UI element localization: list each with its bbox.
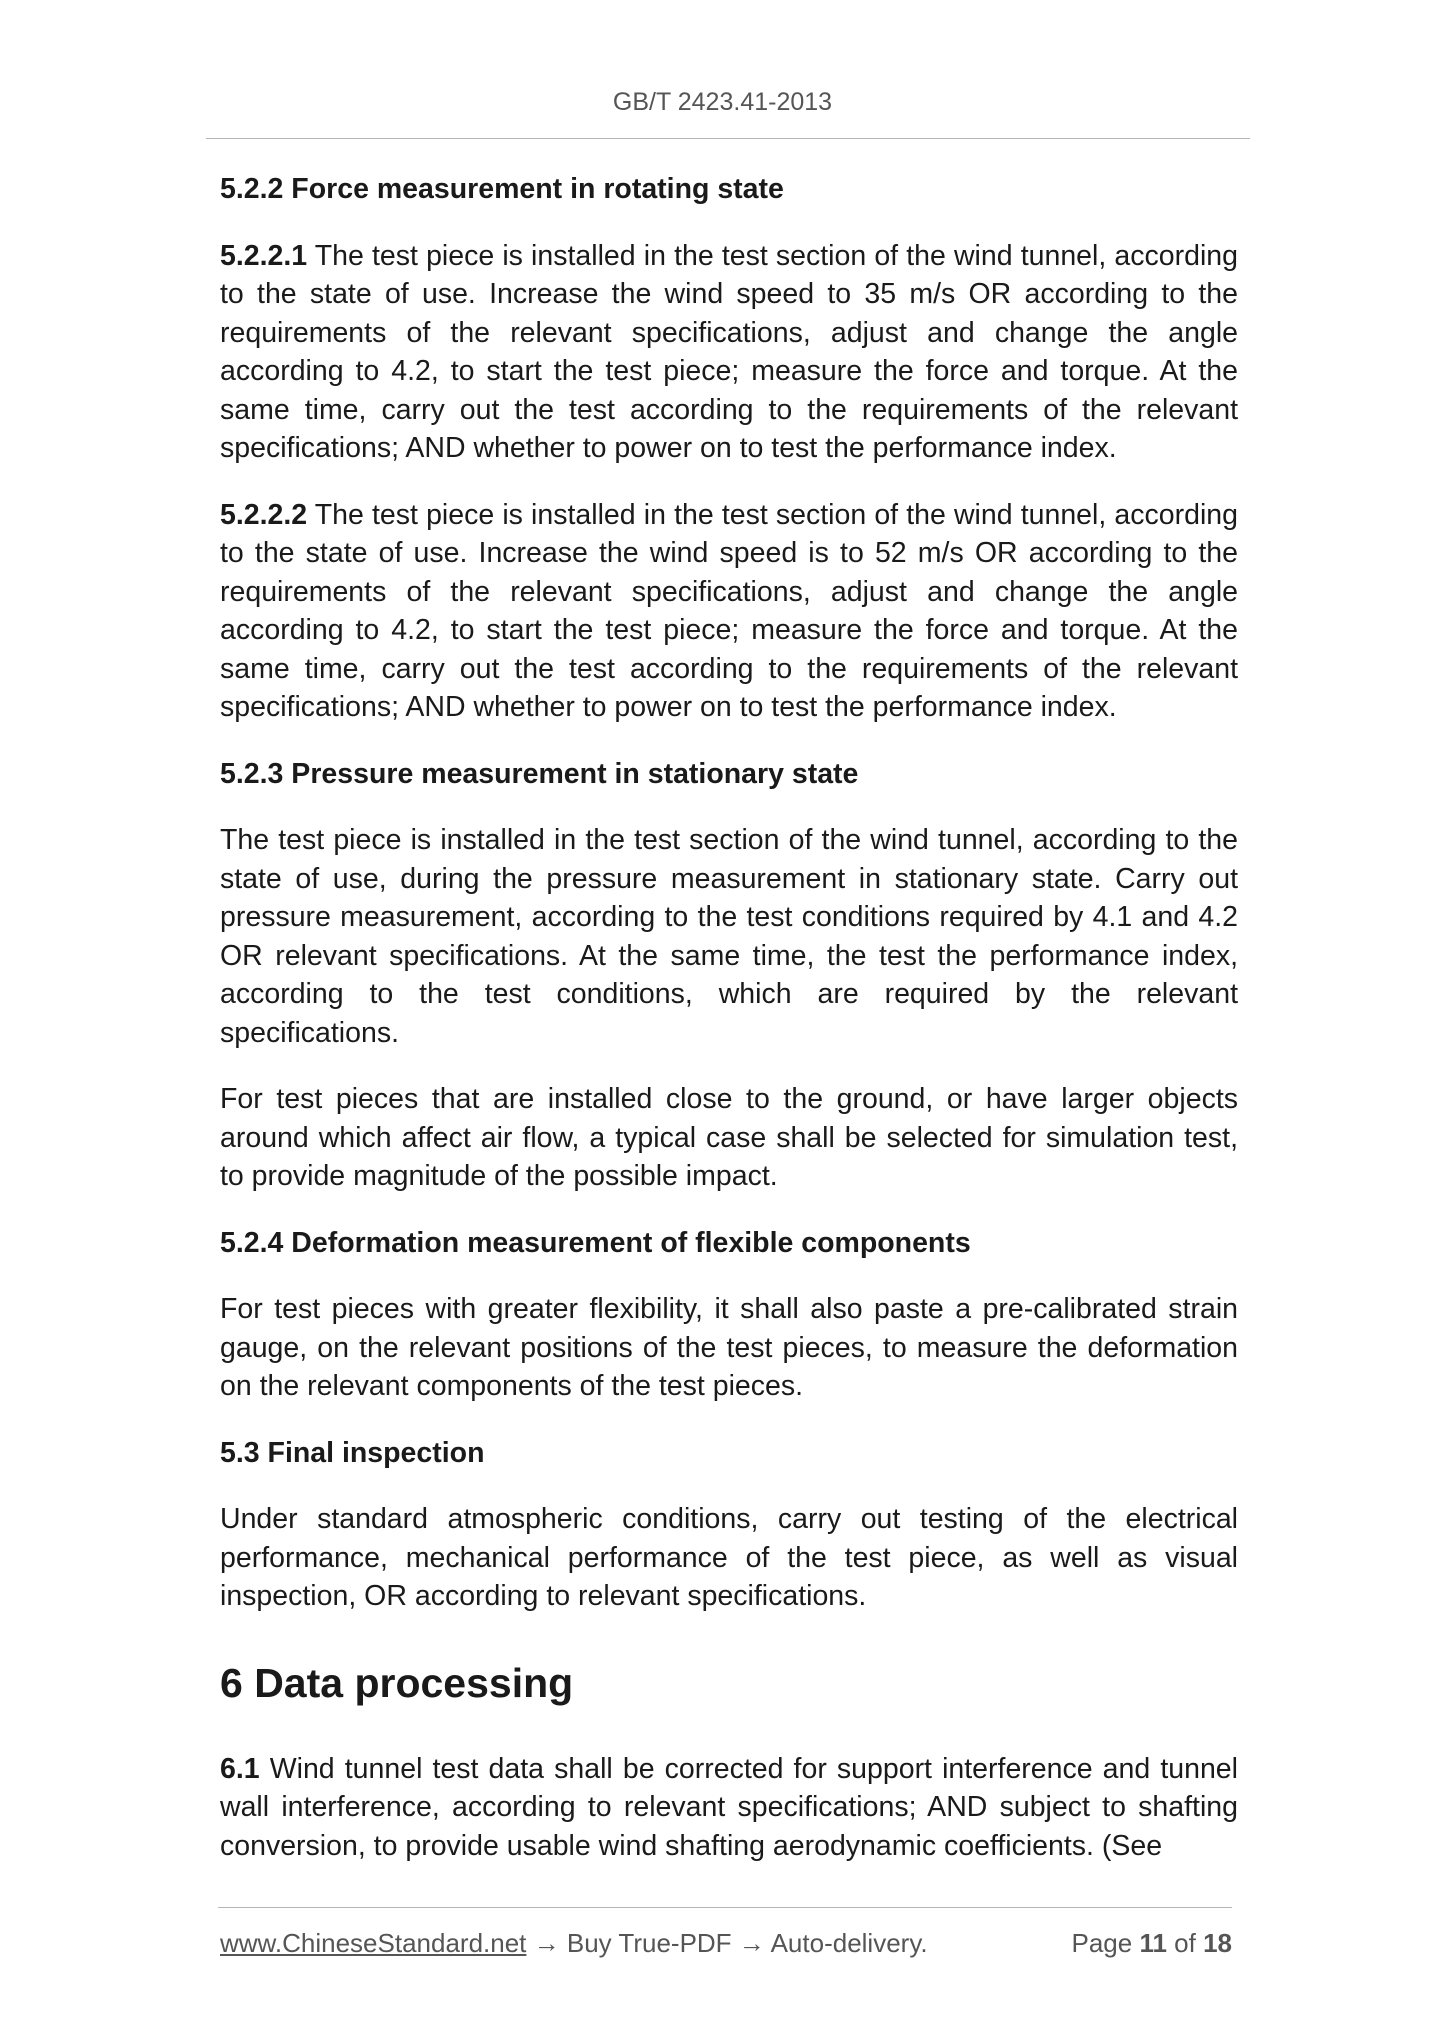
footer-divider <box>218 1907 1232 1908</box>
page-label: Page <box>1071 1928 1140 1958</box>
page-indicator <box>1071 1928 1232 1959</box>
heading-5-2-3: 5.2.3 Pressure measurement in stationary state <box>220 757 859 790</box>
heading-5-3: 5.3 Final inspection <box>220 1436 485 1469</box>
of-label: of <box>1166 1928 1204 1958</box>
paragraph-6-1 <box>220 1750 1238 1866</box>
paragraph-5-2-2-1 <box>220 237 1238 468</box>
paragraph-5-2-3-b: For test pieces that are installed close to the ground, or have larger objects around which affect air flow, a typical case shall be selected for simulation test, to provide magnitude of the possible impact. <box>220 1083 1238 1192</box>
clause-text: Wind tunnel test data shall be corrected for support interference and tunnel wall interference, according to relevant specifications; AND subject to shafting conversion, to provide usable wind shafting aerodynamic coefficients. (See <box>220 1752 1238 1862</box>
header-divider <box>206 138 1250 139</box>
buy-text: Buy True-PDF <box>566 1928 732 1958</box>
heading-6: 6 Data processing <box>220 1659 574 1706</box>
arrow-right-icon: → <box>731 1928 771 1958</box>
clause-number: 6.1 <box>220 1752 260 1785</box>
arrow-right-icon: → <box>526 1928 567 1958</box>
clause-text: The test piece is installed in the test section of the wind tunnel, according to the state of use. Increase the wind speed to 35 m/s OR according to the requirements of the relevant specifications, adjust and change the angle according to 4.2, to start the test piece; measure the force and torque. At the same time, carry out the test according to the requirements of the relevant specifications; AND whether to power on to test the performance index. <box>220 239 1238 464</box>
paragraph-5-2-2-2 <box>220 496 1238 727</box>
page-total: 18 <box>1203 1928 1232 1958</box>
running-header: GB/T 2423.41-2013 <box>612 88 833 116</box>
clause-number: 5.2.2.1 <box>220 239 308 272</box>
heading-5-2-4: 5.2.4 Deformation measurement of flexible components <box>220 1226 971 1259</box>
site-link[interactable]: www.ChineseStandard.net <box>220 1928 527 1958</box>
page-number: 11 <box>1139 1928 1167 1958</box>
paragraph-5-3: Under standard atmospheric conditions, carry out testing of the electrical performance, mechanical performance of the test piece, as well as visual inspection, OR according to relevant specifications. <box>220 1503 1238 1612</box>
paragraph-5-2-3-a: The test piece is installed in the test section of the wind tunnel, according to the state of use, during the pressure measurement in stationary state. Carry out pressure measurement, according to the test conditions required by 4.1 and 4.2 OR relevant specifications. At the same time, the test the performance index, according to the test conditions, which are required by the relevant specifications. <box>220 824 1238 1049</box>
page-body <box>220 170 1238 1893</box>
footer-promo <box>220 1928 928 1959</box>
heading-5-2-2: 5.2.2 Force measurement in rotating state <box>220 173 784 205</box>
delivery-text: Auto-delivery. <box>770 1928 928 1958</box>
paragraph-5-2-4: For test pieces with greater flexibility, it shall also paste a pre-calibrated strain gauge, on the relevant positions of the test pieces, to measure the deformation on the relevant components of the test pieces. <box>220 1293 1238 1402</box>
clause-text: The test piece is installed in the test section of the wind tunnel, according to the state of use. Increase the wind speed is to 52 m/s OR according to the requirements of the relevant specifications, adjust and change the angle according to 4.2, to start the test piece; measure the force and torque. At the same time, carry out the test according to the requirements of the relevant specifications; AND whether to power on to test the performance index. <box>220 498 1238 723</box>
clause-number: 5.2.2.2 <box>220 498 308 531</box>
